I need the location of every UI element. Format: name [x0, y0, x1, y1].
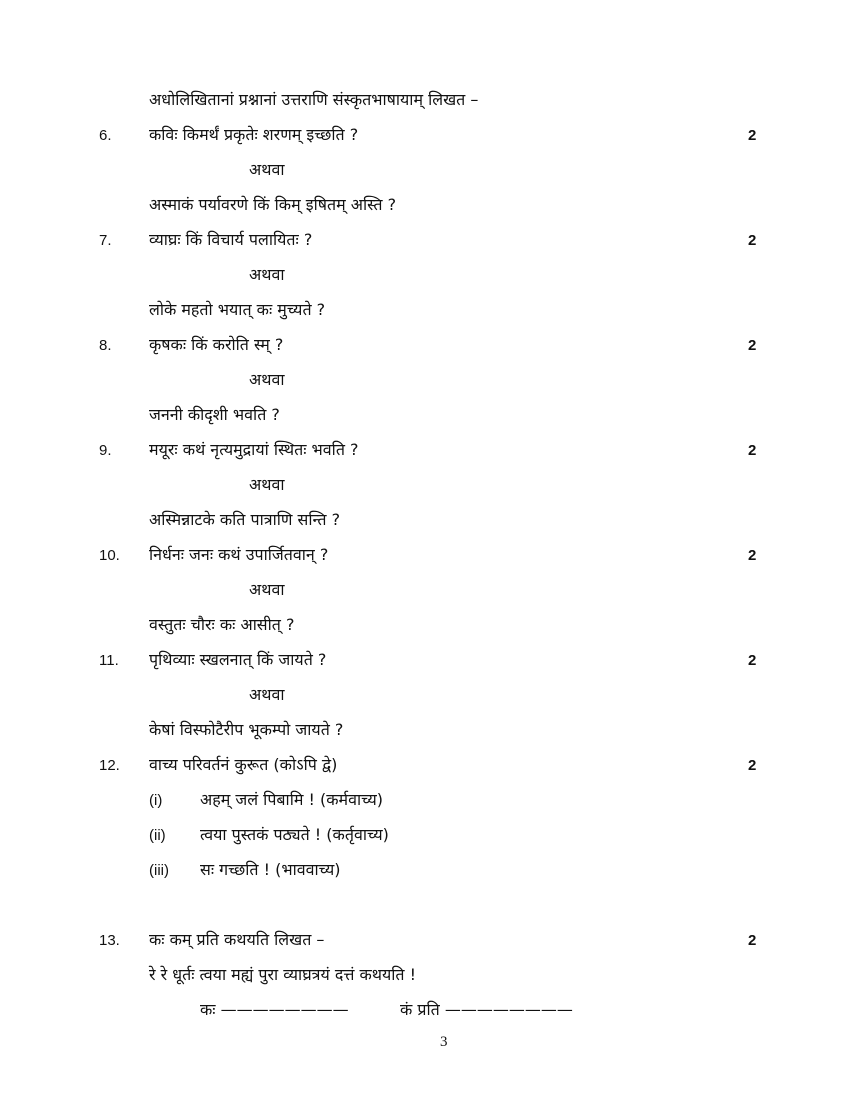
question-alt-text: अस्मिन्नाटके कति पात्राणि सन्ति ?	[149, 510, 341, 529]
question-alt-text: लोके महतो भयात् कः मुच्यते ?	[149, 300, 326, 319]
answer-blank-listener: कं प्रति ————————	[400, 1000, 573, 1019]
question-text: कविः किमर्थं प्रकृतेः शरणम् इच्छति ?	[149, 125, 359, 144]
sub-item-text: अहम् जलं पिबामि ! (कर्मवाच्य)	[200, 790, 383, 809]
instruction: अधोलिखितानां प्रश्नानां उत्तराणि संस्कृतभाषायाम् लिखत –	[149, 90, 479, 109]
question-number: 12.	[99, 757, 120, 774]
question-marks: 2	[748, 547, 757, 564]
quote-text: रे रे धूर्तः त्वया मह्यं पुरा व्याघ्रत्रयं दत्तं कथयति !	[149, 965, 417, 984]
question-alt-text: वस्तुतः चौरः कः आसीत् ?	[149, 615, 295, 634]
question-marks: 2	[748, 337, 757, 354]
question-number: 13.	[99, 932, 120, 949]
sub-item-text: त्वया पुस्तकं पठ्यते ! (कर्तृवाच्य)	[200, 825, 389, 844]
question-text: मयूरः कथं नृत्यमुद्रायां स्थितः भवति ?	[149, 440, 359, 459]
question-marks: 2	[748, 932, 757, 949]
sub-item-label: (iii)	[149, 862, 169, 879]
question-marks: 2	[748, 652, 757, 669]
question-text: कृषकः किं करोति स्म् ?	[149, 335, 284, 354]
question-marks: 2	[748, 127, 757, 144]
question-text: कः कम् प्रति कथयति लिखत –	[149, 930, 325, 949]
question-alt-text: केषां विस्फोटैरीप भूकम्पो जायते ?	[149, 720, 344, 739]
question-text: वाच्य परिवर्तनं कुरूत (कोऽपि द्वे)	[149, 755, 338, 774]
sub-item-label: (i)	[149, 792, 163, 809]
athava-label: अथवा	[249, 160, 285, 179]
question-number: 6.	[99, 127, 112, 144]
question-text: निर्धनः जनः कथं उपार्जितवान् ?	[149, 545, 329, 564]
question-marks: 2	[748, 757, 757, 774]
athava-label: अथवा	[249, 370, 285, 389]
question-number: 7.	[99, 232, 112, 249]
athava-label: अथवा	[249, 475, 285, 494]
sub-item-label: (ii)	[149, 827, 166, 844]
question-number: 8.	[99, 337, 112, 354]
athava-label: अथवा	[249, 580, 285, 599]
question-alt-text: जननी कीदृशी भवति ?	[149, 405, 280, 424]
question-number: 11.	[99, 652, 119, 669]
sub-item-text: सः गच्छति ! (भाववाच्य)	[200, 860, 341, 879]
question-number: 10.	[99, 547, 120, 564]
question-number: 9.	[99, 442, 112, 459]
athava-label: अथवा	[249, 685, 285, 704]
page-number: 3	[440, 1034, 448, 1050]
question-marks: 2	[748, 442, 757, 459]
question-text: पृथिव्याः स्खलनात् किं जायते ?	[149, 650, 327, 669]
answer-blank-speaker: कः ————————	[200, 1000, 349, 1019]
athava-label: अथवा	[249, 265, 285, 284]
question-alt-text: अस्माकं पर्यावरणे किं किम् इषितम् अस्ति ?	[149, 195, 397, 214]
question-marks: 2	[748, 232, 757, 249]
question-text: व्याघ्रः किं विचार्य पलायितः ?	[149, 230, 313, 249]
